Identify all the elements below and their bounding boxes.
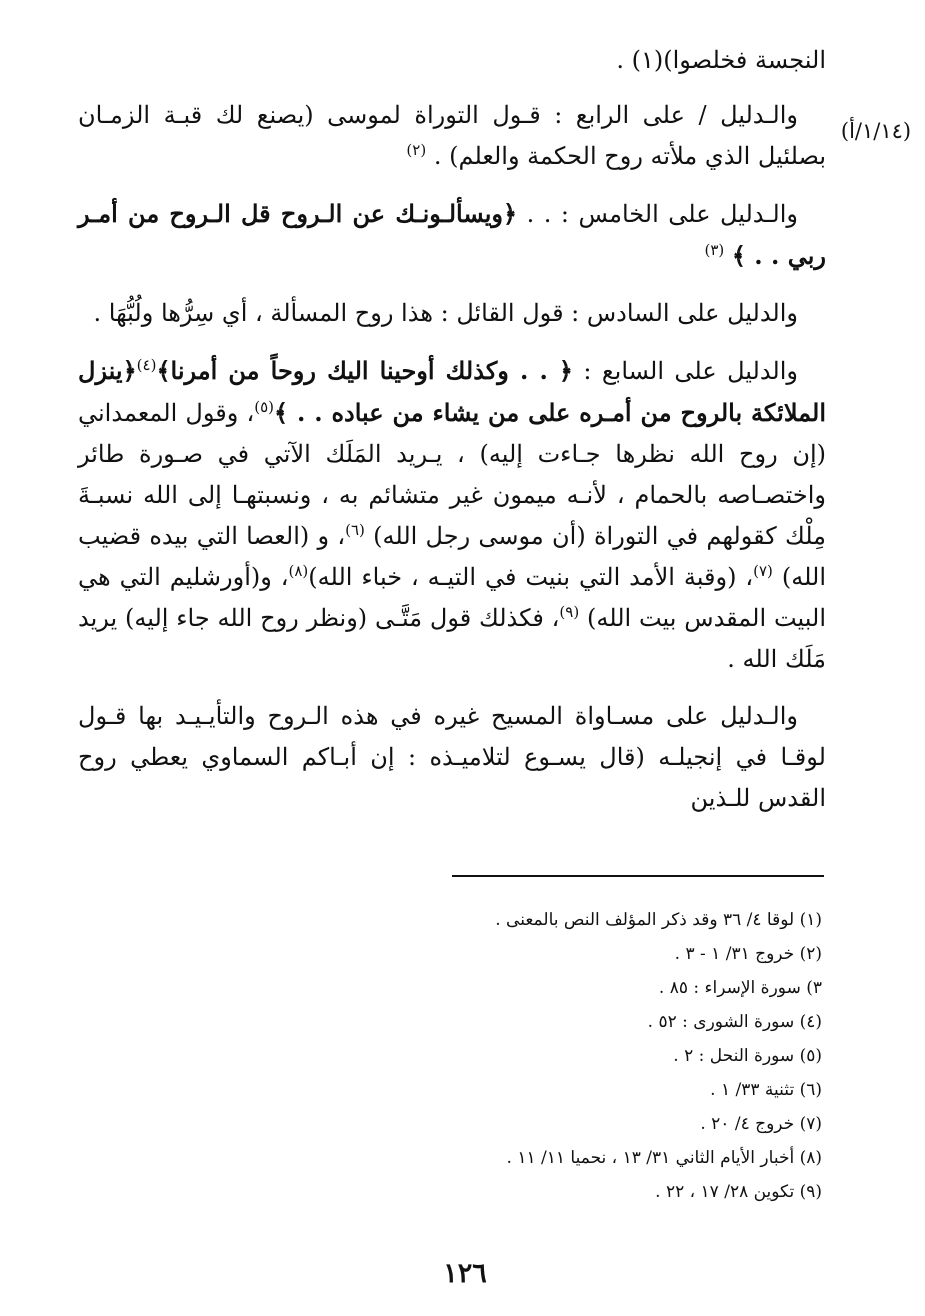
footnote-ref-7: (٧) [753, 562, 773, 580]
continuation-text: النجسة فخلصوا)(١) . [616, 46, 826, 74]
fifth-evidence-text: والـدليل على الخامس : . . [526, 200, 798, 228]
quran-verse-nahl: ﴿ينزل الملائكة بالروح من أمـره على من يشاء من عباده . . ﴾ [78, 356, 826, 427]
footnote-ref-9: (٩) [559, 603, 580, 621]
seventh-evidence-text-2: ، و (العصا التي بيده قضيب الله) [78, 522, 826, 591]
messiah-equality-text: والـدليل على مسـاواة المسيح غيره في هذه الـروح والتأيـيـد بها قـول لوقـا في إنجيلـه (قال يسـوع لتلاميـذه : إن أبـاكم السماوي يعطي روح القدس للـذين [78, 702, 826, 812]
paragraph-messiah-equality [78, 696, 826, 819]
footnote: (٧) خروج ٤/ ٢٠ . [700, 1114, 822, 1134]
main-text [78, 40, 826, 835]
footnote-ref-2: (٢) [406, 141, 427, 159]
footnote-ref-5: (٥) [254, 398, 275, 416]
footnote: (٦) تثنية ٣٣/ ١ . [710, 1080, 822, 1100]
footnote-ref-4: (٤) [136, 356, 157, 374]
footnotes [200, 903, 822, 1209]
footnote: (٩) تكوين ٢٨/ ١٧ ، ٢٢ . [655, 1182, 822, 1202]
fourth-evidence-text: والـدليل / على الرابع : قـول التوراة لموسى (يصنع لك قبـة الزمـان بصلئيل الذي ملأته روح الحكمة والعلم) . [78, 101, 826, 170]
sixth-evidence-text: والدليل على السادس : قول القائل : هذا روح المسألة ، أي سِرُّها ولُبُّهَا . [93, 299, 798, 327]
quran-verse-shura: ﴿ . . وكذلك أوحينا اليك روحاً من أمرنا﴾ [156, 356, 573, 385]
paragraph-fourth-evidence [78, 95, 826, 177]
footnote-ref-6: (٦) [345, 521, 365, 539]
paragraph-continuation [78, 40, 826, 81]
footnote: (١) لوقا ٤/ ٣٦ وقد ذكر المؤلف النص بالمعنى . [495, 910, 822, 930]
footnote: ٣) سورة الإسراء : ٨٥ . [658, 978, 822, 998]
seventh-evidence-intro: والدليل على السابع : [583, 357, 798, 385]
footnote-separator [452, 875, 824, 877]
seventh-evidence-text-1: ، وقول المعمداني (إن روح الله نظرها جـاءت إليه) ، يـريد المَلَك الآتي في صـورة طائر واختصـاصه بالحمام ، لأنـه ميمون غير متشائم به ، ونسبتهـا إلى الله نسبـةَ مِلْك كقولهم في التوراة (أن موسى رجل الله) [78, 399, 826, 550]
seventh-evidence-text-4: ، و(أورشليم التي هي البيت المقدس بيت الله) [78, 563, 826, 632]
footnote: (٨) أخبار الأيام الثاني ٣١/ ١٣ ، نحميا ١١/ ١١ . [506, 1148, 822, 1168]
footnote: (٥) سورة النحل : ٢ . [673, 1046, 822, 1066]
footnote: (٤) سورة الشورى : ٥٢ . [647, 1012, 822, 1032]
footnote-ref-3: (٣) [704, 241, 725, 259]
paragraph-seventh-evidence [78, 350, 826, 680]
footnote-ref-8: (٨) [288, 562, 309, 580]
seventh-evidence-text-3: ، (وقبة الأمد التي بنيت في التيـه ، خباء الله) [308, 563, 754, 591]
quran-verse-isra: ﴿ويسألـونـك عن الـروح قل الـروح من أمـر ربي . . ﴾ [78, 199, 826, 270]
footnote: (٢) خروج ٣١/ ١ - ٣ . [674, 944, 822, 964]
paragraph-sixth-evidence [78, 293, 826, 334]
paragraph-fifth-evidence [78, 193, 826, 277]
page-number: ١٢٦ [443, 1258, 487, 1289]
manuscript-folio-reference: (١/١٤/أ) [840, 119, 912, 143]
seventh-evidence-text-5: ، فكذلك قول مَتَّـى (ونظر روح الله جاء إليه) يريد مَلَك الله . [78, 604, 826, 673]
